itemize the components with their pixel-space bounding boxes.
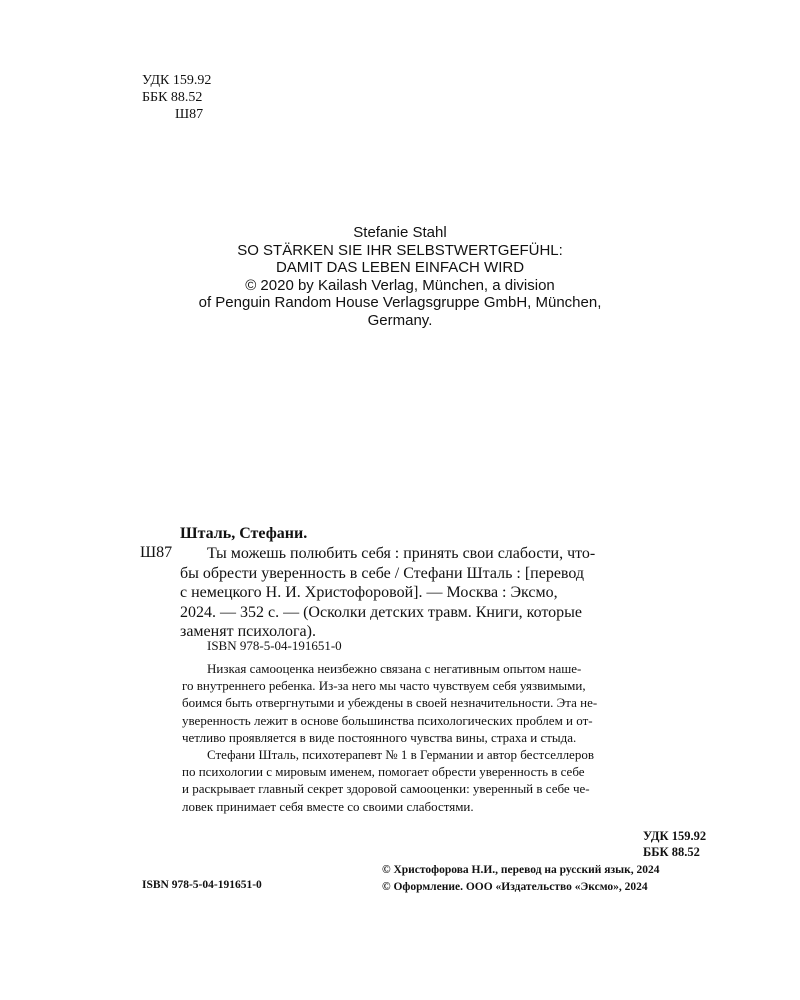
author-mark: Ш87 xyxy=(175,107,204,122)
annotation-line: боимся быть отвергнутыми и убеждены в своей незначительности. Эта не- xyxy=(182,695,598,711)
udk-code-bottom: УДК 159.92 xyxy=(643,829,707,843)
copyright-notices xyxy=(382,862,659,896)
isbn-footer: ISBN 978-5-04-191651-0 xyxy=(142,879,262,891)
annotation-line: и раскрывает главный секрет здоровой самооценки: уверенный в себе че- xyxy=(182,781,590,797)
original-title-line-1: SO STÄRKEN SIE IHR SELBSTWERTGEFÜHL: xyxy=(237,241,563,259)
classification-bottom xyxy=(643,828,706,860)
author-heading: Шталь, Стефани. xyxy=(180,525,308,542)
annotation xyxy=(182,660,718,815)
original-author: Stefanie Stahl xyxy=(353,224,447,241)
classification-top xyxy=(142,72,211,123)
annotation-line: ловек принимает себя вместе со своими слабостями. xyxy=(182,798,474,814)
annotation-line: Стефани Шталь, психотерапевт № 1 в Германии и автор бестселлеров xyxy=(207,747,594,763)
bbk-code-bottom: ББК 88.52 xyxy=(643,845,700,859)
design-copyright: © Оформление. ООО «Издательство «Эксмо», 2024 xyxy=(382,881,648,893)
original-copyright-line-3: Germany. xyxy=(367,311,433,329)
annotation-line: уверенность лежит в основе большинства психологических проблем и от- xyxy=(182,712,593,728)
record-line: заменят психолога). xyxy=(180,623,316,640)
record-isbn: ISBN 978-5-04-191651-0 xyxy=(207,638,342,653)
original-edition-block xyxy=(0,224,800,329)
udk-code: УДК 159.92 xyxy=(142,73,212,88)
annotation-line: четливо проявляется в виде постоянного чувства вины, страха и стыда. xyxy=(182,729,577,745)
record-line: Ты можешь полюбить себя : принять свои слабости, что- xyxy=(207,545,596,562)
annotation-line: по психологии с мировым именем, помогает обрести уверенность в себе xyxy=(182,764,585,780)
record-line: бы обрести уверенность в себе / Стефани Шталь : [перевод xyxy=(180,564,585,582)
record-line: 2024. — 352 с. — (Осколки детских травм. Книги, которые xyxy=(180,603,583,621)
translation-copyright: © Христофорова Н.И., перевод на русский язык, 2024 xyxy=(382,864,660,876)
original-copyright-line-1: © 2020 by Kailash Verlag, München, a division xyxy=(245,276,555,294)
bbk-code: ББК 88.52 xyxy=(142,90,203,105)
record-description xyxy=(140,544,725,642)
annotation-line: Низкая самооценка неизбежно связана с негативным опытом наше- xyxy=(207,661,582,676)
original-title-line-2: DAMIT DAS LEBEN EINFACH WIRD xyxy=(275,259,525,276)
record-line: с немецкого Н. И. Христофоровой]. — Москва : Эксмо, xyxy=(180,584,558,601)
record-code: Ш87 xyxy=(140,544,173,561)
original-copyright-line-2: of Penguin Random House Verlagsgruppe GmbH, München, xyxy=(198,294,602,311)
annotation-line: го внутреннего ребенка. Из-за него мы часто чувствуем себя уязвимыми, xyxy=(182,678,586,694)
